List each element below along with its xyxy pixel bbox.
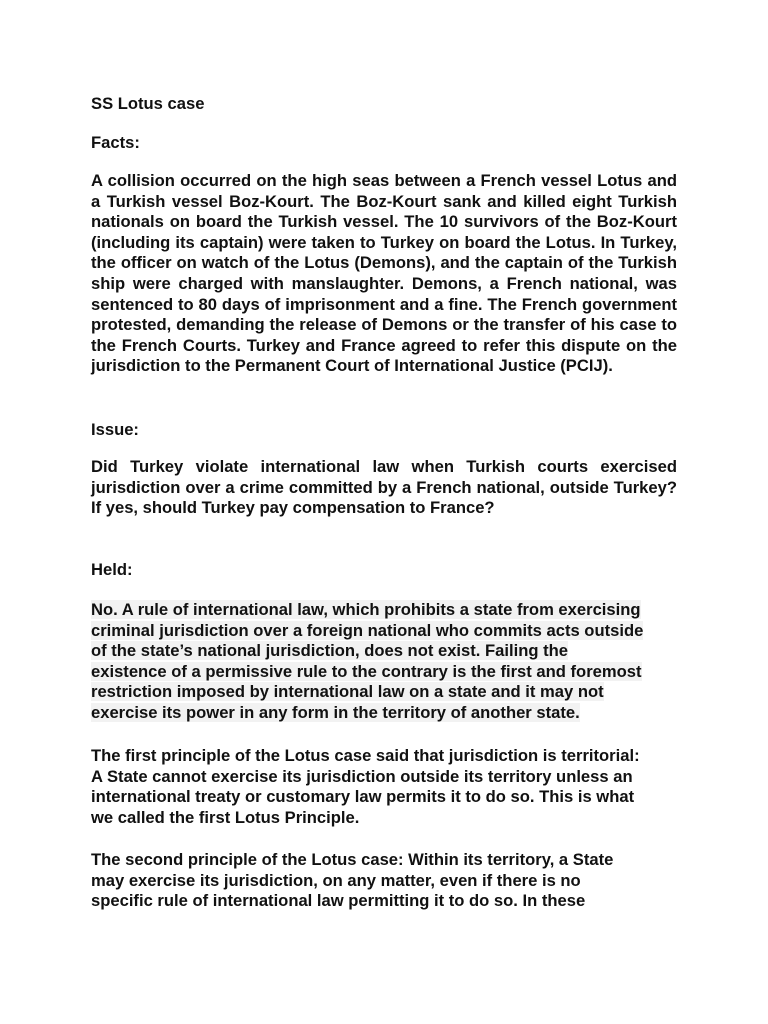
held-line: exercise its power in any form in the territory of another state.	[91, 702, 580, 722]
facts-paragraph: A collision occurred on the high seas between a French vessel Lotus and a Turkish vessel Boz-Kourt. The Boz-Kourt sank and killed eight Turkish nationals on board the Turkish vessel. The 10 survivors of the Boz-Kourt (including its captain) were taken to Turkey on board the Lotus. In Turkey, the officer on watch of the Lotus (Demons), and the captain of the Turkish ship were charged with manslaughter. Demons, a French national, was sentenced to 80 days of imprisonment and a fine. The French government protested, demanding the release of Demons or the transfer of his case to the French Courts. Turkey and France agreed to refer this dispute on the jurisdiction to the Permanent Court of International Justice (PCIJ).	[91, 171, 677, 376]
first-principle-line: we called the first Lotus Principle.	[91, 807, 360, 827]
first-principle-line: international treaty or customary law permits it to do so. This is what	[91, 787, 635, 807]
held-paragraph	[91, 600, 677, 724]
facts-heading: Facts:	[91, 133, 140, 152]
first-principle-line: The first principle of the Lotus case said that jurisdiction is territorial:	[91, 746, 640, 765]
issue-heading: Issue:	[91, 420, 139, 439]
second-principle-paragraph	[91, 850, 677, 912]
held-line: No. A rule of international law, which prohibits a state from exercising	[91, 600, 641, 619]
held-line: restriction imposed by international law on a state and it may not	[91, 682, 604, 702]
document-title: SS Lotus case	[91, 94, 205, 113]
held-line: existence of a permissive rule to the contrary is the first and foremost	[91, 661, 642, 681]
issue-paragraph: Did Turkey violate international law when Turkish courts exercised jurisdiction over a crime committed by a French national, outside Turkey? If yes, should Turkey pay compensation to France?	[91, 457, 677, 518]
held-heading: Held:	[91, 560, 133, 579]
second-principle-line: specific rule of international law permitting it to do so. In these	[91, 891, 586, 911]
second-principle-line: may exercise its jurisdiction, on any matter, even if there is no	[91, 870, 581, 890]
held-line: criminal jurisdiction over a foreign national who commits acts outside	[91, 620, 644, 640]
first-principle-paragraph	[91, 746, 677, 828]
first-principle-line: A State cannot exercise its jurisdiction outside its territory unless an	[91, 766, 633, 786]
second-principle-line: The second principle of the Lotus case: Within its territory, a State	[91, 850, 614, 869]
held-line: of the state’s national jurisdiction, does not exist. Failing the	[91, 641, 568, 661]
